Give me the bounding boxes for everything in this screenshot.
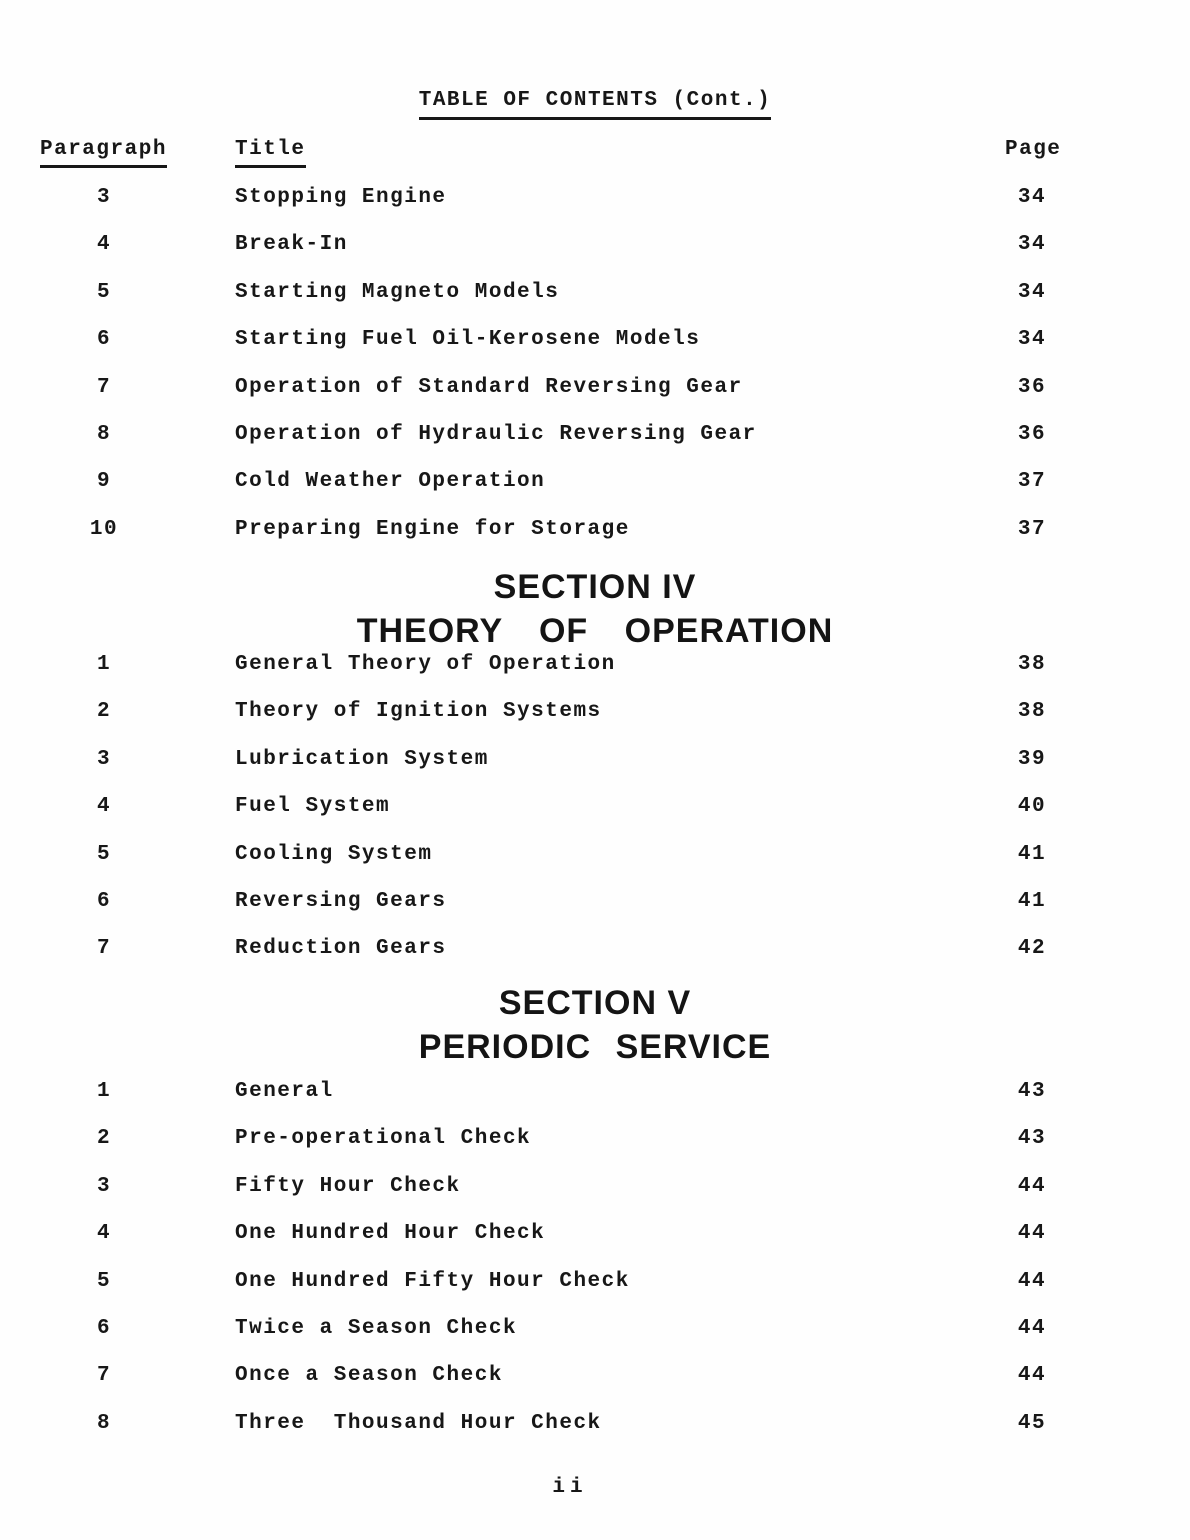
toc-row (0, 1364, 1190, 1411)
toc-paragraph-number: 2 (96, 1127, 112, 1151)
toc-title: One Hundred Fifty Hour Check (235, 1269, 630, 1293)
toc-row (0, 1317, 1190, 1364)
toc-page-number: 37 (1017, 517, 1047, 541)
toc-page-number: 34 (1017, 233, 1047, 257)
toc-row (0, 1080, 1190, 1127)
page-number-footer: ii (552, 1476, 588, 1499)
toc-row (0, 1127, 1190, 1174)
toc-page-number: 44 (1017, 1269, 1047, 1293)
toc-page-number: 34 (1017, 328, 1047, 352)
toc-title: Starting Magneto Models (235, 280, 560, 304)
column-header-paragraph: Paragraph (40, 138, 167, 168)
toc-page-number: 40 (1017, 795, 1047, 819)
toc-title: Twice a Season Check (235, 1316, 518, 1340)
toc-page-number: 42 (1017, 937, 1047, 961)
toc-row (0, 843, 1190, 890)
toc-title: Break-In (235, 233, 348, 257)
toc-paragraph-number: 6 (96, 328, 112, 352)
toc-title: Pre-operational Check (235, 1127, 532, 1151)
toc-paragraph-number: 7 (96, 375, 112, 399)
toc-paragraph-number: 10 (89, 517, 119, 541)
toc-paragraph-number: 1 (96, 653, 112, 676)
toc-page-number: 41 (1017, 842, 1047, 866)
toc-row (0, 281, 1190, 328)
section-heading: SECTION V (498, 984, 692, 1022)
toc-title: Operation of Hydraulic Reversing Gear (235, 422, 757, 446)
toc-row (0, 937, 1190, 984)
section-subheading: PERIODIC SERVICE (418, 1028, 772, 1066)
toc-title: Preparing Engine for Storage (235, 517, 630, 541)
toc-row (0, 795, 1190, 842)
toc-row (0, 1175, 1190, 1222)
toc-title: Lubrication System (235, 747, 489, 771)
toc-row (0, 890, 1190, 937)
toc-title: Stopping Engine (235, 186, 447, 209)
toc-paragraph-number: 5 (96, 1269, 112, 1293)
page-title (0, 88, 1190, 120)
toc-title: Cold Weather Operation (235, 470, 546, 494)
toc-paragraph-number: 6 (96, 889, 112, 913)
toc-page-number: 44 (1017, 1222, 1047, 1246)
toc-paragraph-number: 3 (96, 1174, 112, 1198)
toc-paragraph-number: 5 (96, 280, 112, 304)
toc-row (0, 1222, 1190, 1269)
toc-page-number: 34 (1017, 186, 1047, 209)
toc-row (0, 748, 1190, 795)
toc-row (0, 233, 1190, 280)
toc-title: Starting Fuel Oil-Kerosene Models (235, 328, 701, 352)
toc-title: General Theory of Operation (235, 653, 616, 676)
toc-paragraph-number: 3 (96, 186, 112, 209)
toc-paragraph-number: 1 (96, 1080, 112, 1103)
toc-page-number: 44 (1017, 1364, 1047, 1388)
toc-row (0, 653, 1190, 700)
toc-page-number: 38 (1017, 700, 1047, 724)
toc-paragraph-number: 7 (96, 937, 112, 961)
toc-row (0, 1270, 1190, 1317)
toc-page-number: 34 (1017, 280, 1047, 304)
toc-row (0, 700, 1190, 747)
toc-page-number: 36 (1017, 375, 1047, 399)
page-title-text: TABLE OF CONTENTS (Cont.) (419, 88, 772, 120)
toc-title: One Hundred Hour Check (235, 1222, 546, 1246)
toc-section-rows (0, 653, 1190, 985)
toc-page-number: 39 (1017, 747, 1047, 771)
toc-page-number: 38 (1017, 653, 1047, 676)
toc-row (0, 1412, 1190, 1459)
toc-title: Fuel System (235, 795, 391, 819)
toc-row (0, 423, 1190, 470)
toc-row (0, 186, 1190, 233)
toc-paragraph-number: 7 (96, 1364, 112, 1388)
toc-title: General (235, 1080, 334, 1103)
toc-title: Three Thousand Hour Check (235, 1411, 602, 1435)
toc-title: Theory of Ignition Systems (235, 700, 602, 724)
toc-row (0, 328, 1190, 375)
toc-title: Operation of Standard Reversing Gear (235, 375, 743, 399)
toc-page-number: 43 (1017, 1080, 1047, 1103)
toc-paragraph-number: 8 (96, 422, 112, 446)
toc-paragraph-number: 2 (96, 700, 112, 724)
toc-page-number: 45 (1017, 1411, 1047, 1435)
toc-paragraph-number: 4 (96, 233, 112, 257)
toc-title: Reduction Gears (235, 937, 447, 961)
toc-page-number: 37 (1017, 470, 1047, 494)
toc-paragraph-number: 5 (96, 842, 112, 866)
column-header-page: Page (1005, 138, 1190, 1540)
toc-paragraph-number: 4 (96, 1222, 112, 1246)
toc-page-number: 36 (1017, 422, 1047, 446)
toc-page-number: 43 (1017, 1127, 1047, 1151)
toc-row (0, 470, 1190, 517)
toc-row (0, 376, 1190, 423)
toc-title: Cooling System (235, 842, 433, 866)
toc-title: Reversing Gears (235, 889, 447, 913)
toc-paragraph-number: 6 (96, 1316, 112, 1340)
toc-title: Fifty Hour Check (235, 1174, 461, 1198)
section-heading: SECTION IV (493, 568, 697, 606)
section-subheading: THEORY OF OPERATION (356, 612, 834, 650)
toc-section-rows (0, 186, 1190, 565)
toc-paragraph-number: 9 (96, 470, 112, 494)
column-header-title: Title (235, 138, 306, 168)
toc-page-number: 44 (1017, 1316, 1047, 1340)
toc-paragraph-number: 4 (96, 795, 112, 819)
toc-paragraph-number: 8 (96, 1411, 112, 1435)
toc-row (0, 518, 1190, 565)
toc-section-rows (0, 1080, 1190, 1459)
toc-page-number: 44 (1017, 1174, 1047, 1198)
toc-page-number: 41 (1017, 889, 1047, 913)
toc-title: Once a Season Check (235, 1364, 503, 1388)
toc-paragraph-number: 3 (96, 747, 112, 771)
